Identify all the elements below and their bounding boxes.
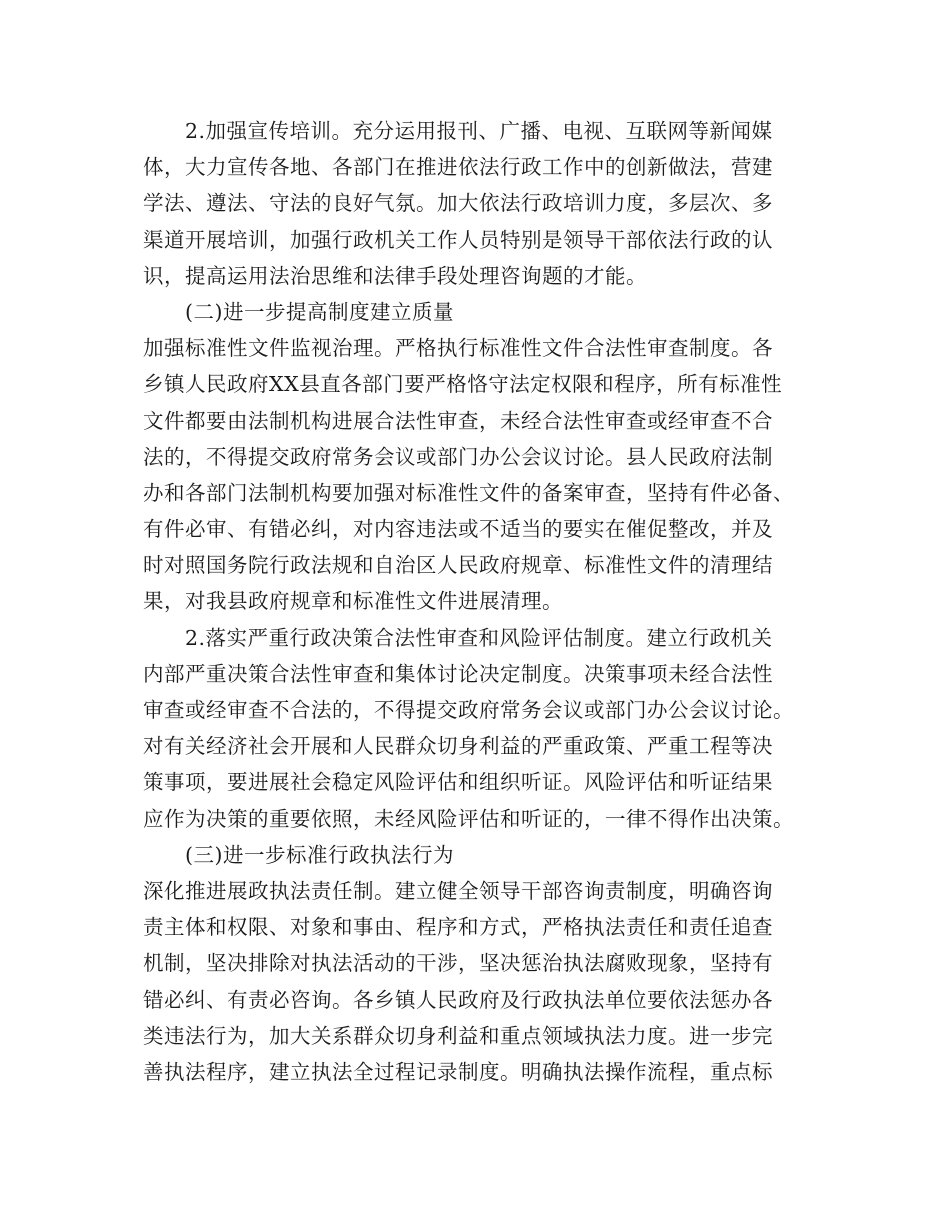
paragraph-line: 应作为决策的重要依照，未经风险评估和听证的，一律不得作出决策。 xyxy=(143,806,794,831)
paragraph-line: 有件必审、有错必纠，对内容违法或不适当的要实在催促整改，并及 xyxy=(143,517,773,542)
paragraph-line: 深化推进展政执法责任制。建立健全领导干部咨询责制度，明确咨询 xyxy=(143,878,773,903)
paragraph-line: 学法、遵法、守法的良好气氛。加大依法行政培训力度，多层次、多 xyxy=(143,191,773,216)
paragraph-line: 办和各部门法制机构要加强对标准性文件的备案审查，坚持有件必备、 xyxy=(143,480,794,505)
paragraph-line: 策事项，要进展社会稳定风险评估和组织听证。风险评估和听证结果 xyxy=(143,770,773,795)
paragraph-line: 责主体和权限、对象和事由、程序和方式，严格执法责任和责任追查 xyxy=(143,915,773,940)
section-heading: (二)进一步提高制度建立质量 xyxy=(185,299,454,324)
paragraph-line: 机制，坚决排除对执法活动的干涉，坚决惩治执法腐败现象，坚持有 xyxy=(143,951,773,976)
paragraph-line: 识，提高运用法治思维和法律手段处理咨询题的才能。 xyxy=(143,263,647,288)
paragraph-line: 类违法行为，加大关系群众切身利益和重点领域执法力度。进一步完 xyxy=(143,1023,773,1048)
paragraph-line: 体，大力宣传各地、各部门在推进依法行政工作中的创新做法，营建 xyxy=(143,155,773,180)
paragraph-line: 加强标准性文件监视治理。严格执行标准性文件合法性审查制度。各 xyxy=(143,336,773,361)
paragraph-line: 时对照国务院行政法规和自治区人民政府规章、标准性文件的清理结 xyxy=(143,553,773,578)
paragraph-line: 内部严重决策合法性审查和集体讨论决定制度。决策事项未经合法性 xyxy=(143,661,773,686)
paragraph-line: 善执法程序，建立执法全过程记录制度。明确执法操作流程，重点标 xyxy=(143,1059,773,1084)
paragraph-line: 果，对我县政府规章和标准性文件进展清理。 xyxy=(143,589,563,614)
document-body xyxy=(143,113,823,1090)
section-heading: (三)进一步标准行政执法行为 xyxy=(185,842,454,867)
paragraph-line: 对有关经济社会开展和人民群众切身利益的严重政策、严重工程等决 xyxy=(143,734,773,759)
paragraph-line: 渠道开展培训，加强行政机关工作人员特别是领导干部依法行政的认 xyxy=(143,227,773,252)
paragraph-line: 2.加强宣传培训。充分运用报刊、广播、电视、互联网等新闻媒 xyxy=(185,119,773,143)
paragraph-line: 错必纠、有责必咨询。各乡镇人民政府及行政执法单位要依法惩办各 xyxy=(143,987,773,1012)
paragraph-line: 文件都要由法制机构进展合法性审查，未经合法性审查或经审查不合 xyxy=(143,408,773,433)
paragraph-line: 乡镇人民政府XX县直各部门要严格恪守法定权限和程序，所有标准性 xyxy=(143,372,783,397)
paragraph-line: 法的，不得提交政府常务会议或部门办公会议讨论。县人民政府法制 xyxy=(143,444,773,469)
paragraph-line: 审查或经审查不合法的，不得提交政府常务会议或部门办公会议讨论。 xyxy=(143,698,794,722)
paragraph-line: 2.落实严重行政决策合法性审查和风险评估制度。建立行政机关 xyxy=(185,625,773,650)
